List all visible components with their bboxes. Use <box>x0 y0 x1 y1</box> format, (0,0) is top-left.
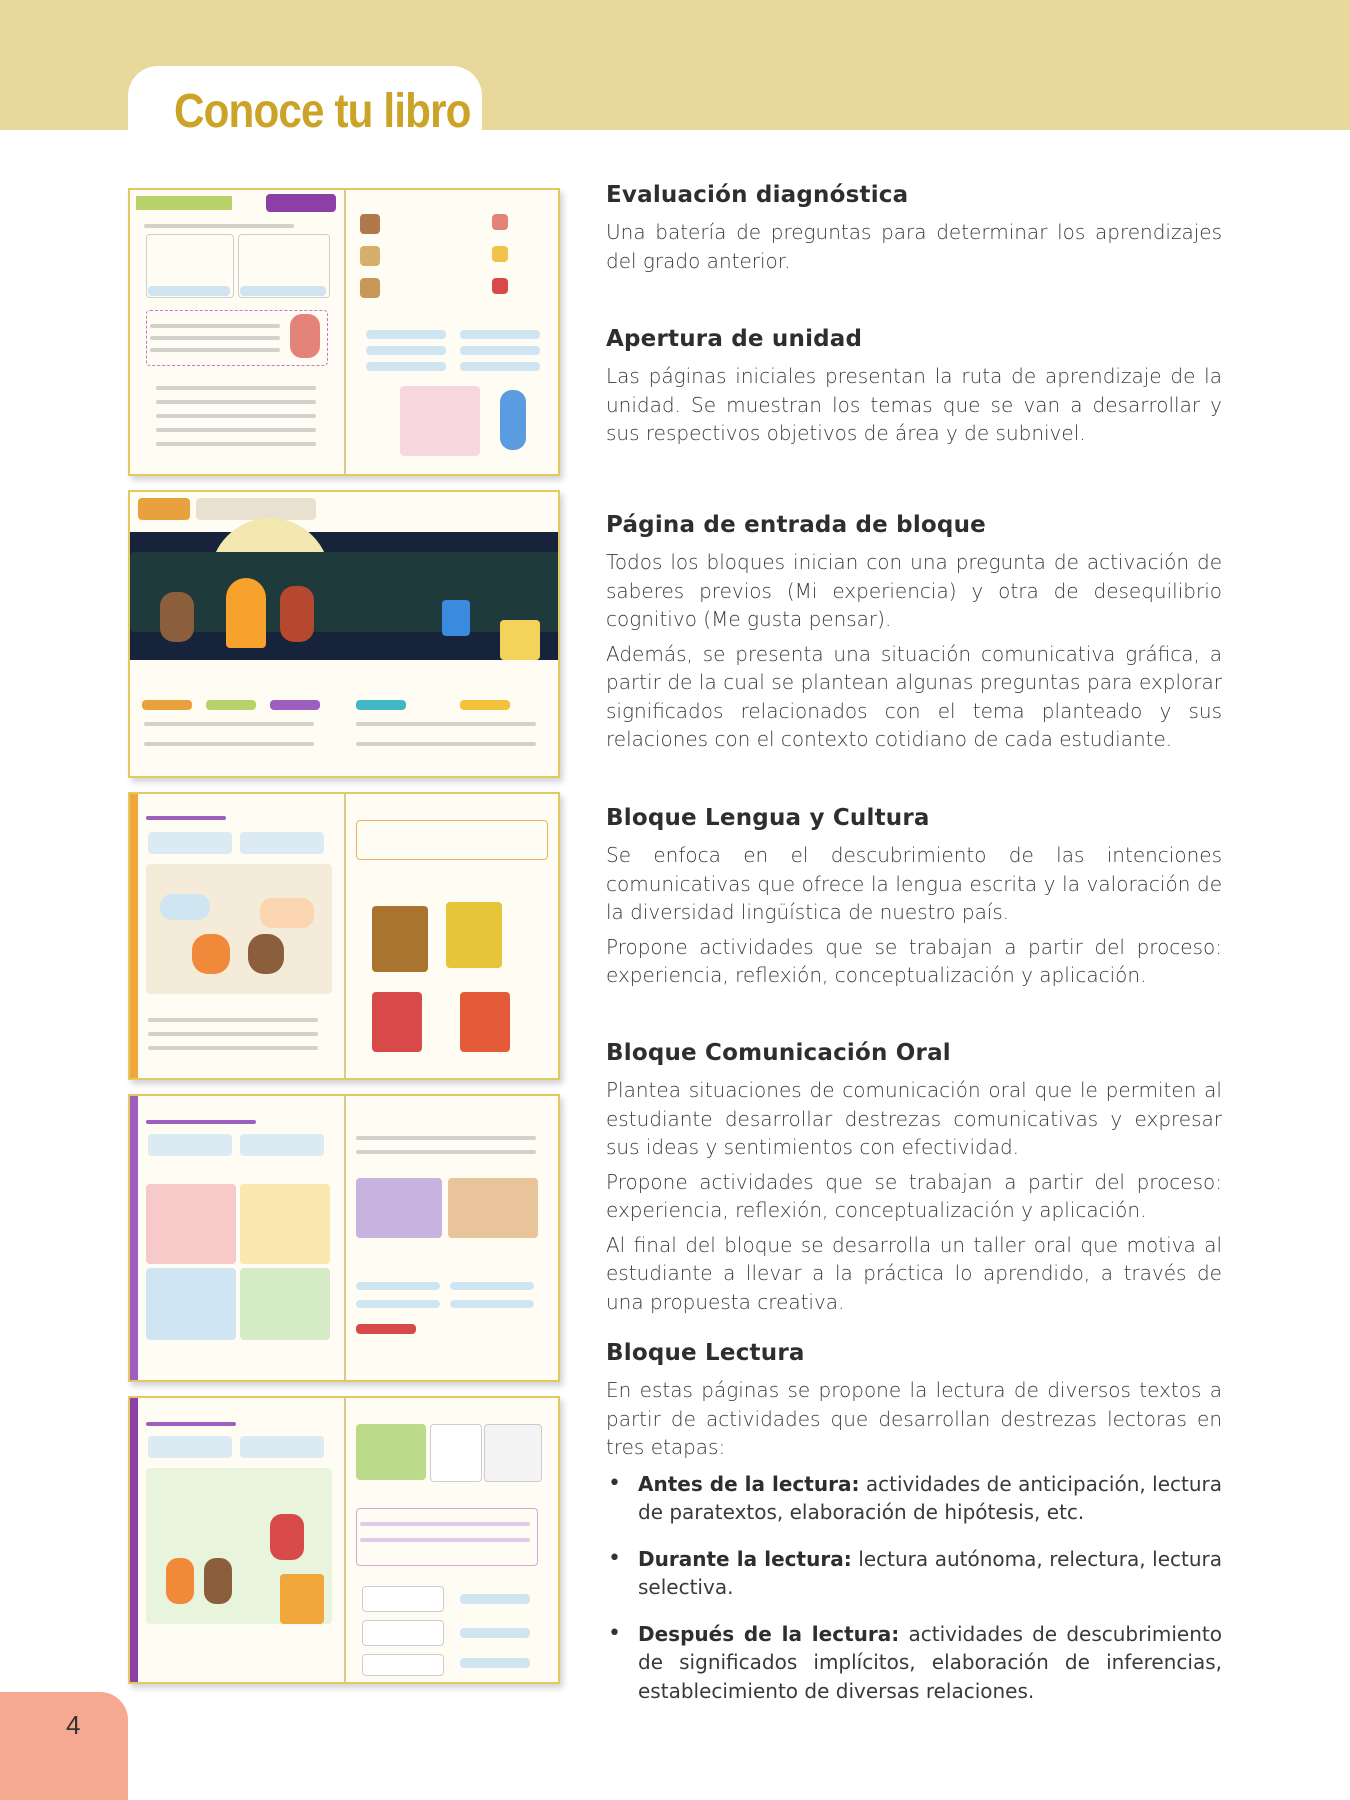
section-paragraph: Además, se presenta una situación comunicativa gráfica, a partir de la cual se plantean algunas preguntas para explorar significados relacionados con el tema planteado y sus relaciones con el contexto cotidiano de cada estudiante. <box>606 641 1222 751</box>
section-lectura <box>606 1340 1222 1723</box>
list-item <box>606 1470 1222 1527</box>
section-title: Evaluación diagnóstica <box>606 182 909 208</box>
section-paragraph: En estas páginas se propone la lectura de diversos textos a partir de actividades que desarrollan destrezas lectoras en tres etapas: <box>606 1378 1222 1459</box>
list-item-term: Antes de la lectura: <box>638 1471 860 1496</box>
section-title: Bloque Comunicación Oral <box>606 1040 951 1066</box>
reading-stages-list <box>606 1470 1222 1706</box>
section-paragraph: Al final del bloque se desarrolla un taller oral que motiva al estudiante a llevar a la práctica lo aprendido, a través de una propuesta creativa. <box>606 1232 1222 1314</box>
page-number: 4 <box>66 1710 81 1740</box>
section-paragraph: Las páginas iniciales presentan la ruta de aprendizaje de la unidad. Se muestran los temas que se van a desarrollar y sus respectivos objetivos de área y de subnivel. <box>606 364 1222 445</box>
section-evaluacion-diagnostica <box>606 182 1222 281</box>
section-paragraph: Una batería de preguntas para determinar los aprendizajes del grado anterior. <box>606 220 1222 273</box>
thumbnail-apertura-de-unidad <box>128 490 560 778</box>
thumbnail-lectura <box>128 1396 560 1684</box>
thumbnail-lengua-y-cultura <box>128 792 560 1080</box>
thumbnail-evaluacion-diagnostica <box>128 188 560 476</box>
list-item-term: Después de la lectura: <box>638 1621 900 1646</box>
page-title: Conoce tu libro <box>174 85 471 138</box>
section-paragraph: Todos los bloques inician con una pregunta de activación de saberes previos (Mi experiencia) y otra de desequilibrio cognitivo (Me gusta pensar). <box>606 550 1222 631</box>
list-item-text: lectura autónoma, relectura, lectura selectiva. <box>638 1546 1222 1599</box>
section-paragraph: Propone actividades que se trabajan a partir del proceso: experiencia, reflexión, conceptualización y aplicación. <box>606 934 1222 987</box>
section-paragraph: Propone actividades que se trabajan a partir del proceso: experiencia, reflexión, conceptualización y aplicación. <box>606 1169 1222 1222</box>
list-item-term: Durante la lectura: <box>638 1546 852 1571</box>
section-lengua-y-cultura <box>606 805 1222 996</box>
section-paragraph: Plantea situaciones de comunicación oral que le permiten al estudiante desarrollar destrezas comunicativas y expresar sus ideas y sentimientos con efectividad. <box>606 1078 1222 1159</box>
section-comunicacion-oral <box>606 1040 1222 1322</box>
thumbnail-comunicacion-oral <box>128 1094 560 1382</box>
section-pagina-de-entrada <box>606 512 1222 760</box>
list-item <box>606 1620 1222 1706</box>
list-item <box>606 1545 1222 1602</box>
list-item-text: actividades de anticipación, lectura de paratextos, elaboración de hipótesis, etc. <box>638 1471 1222 1524</box>
section-title: Apertura de unidad <box>606 326 863 352</box>
section-apertura-de-unidad <box>606 326 1222 454</box>
section-paragraph: Se enfoca en el descubrimiento de las intenciones comunicativas que ofrece la lengua escrita y la valoración de la diversidad lingüística de nuestro país. <box>606 843 1222 924</box>
section-title: Bloque Lectura <box>606 1340 805 1366</box>
page-number-tab <box>0 1692 128 1800</box>
section-title: Página de entrada de bloque <box>606 512 986 538</box>
section-title: Bloque Lengua y Cultura <box>606 805 930 831</box>
list-item-text: actividades de descubrimiento de significados implícitos, elaboración de inferencias, establecimiento de diversas relaciones. <box>638 1621 1222 1703</box>
